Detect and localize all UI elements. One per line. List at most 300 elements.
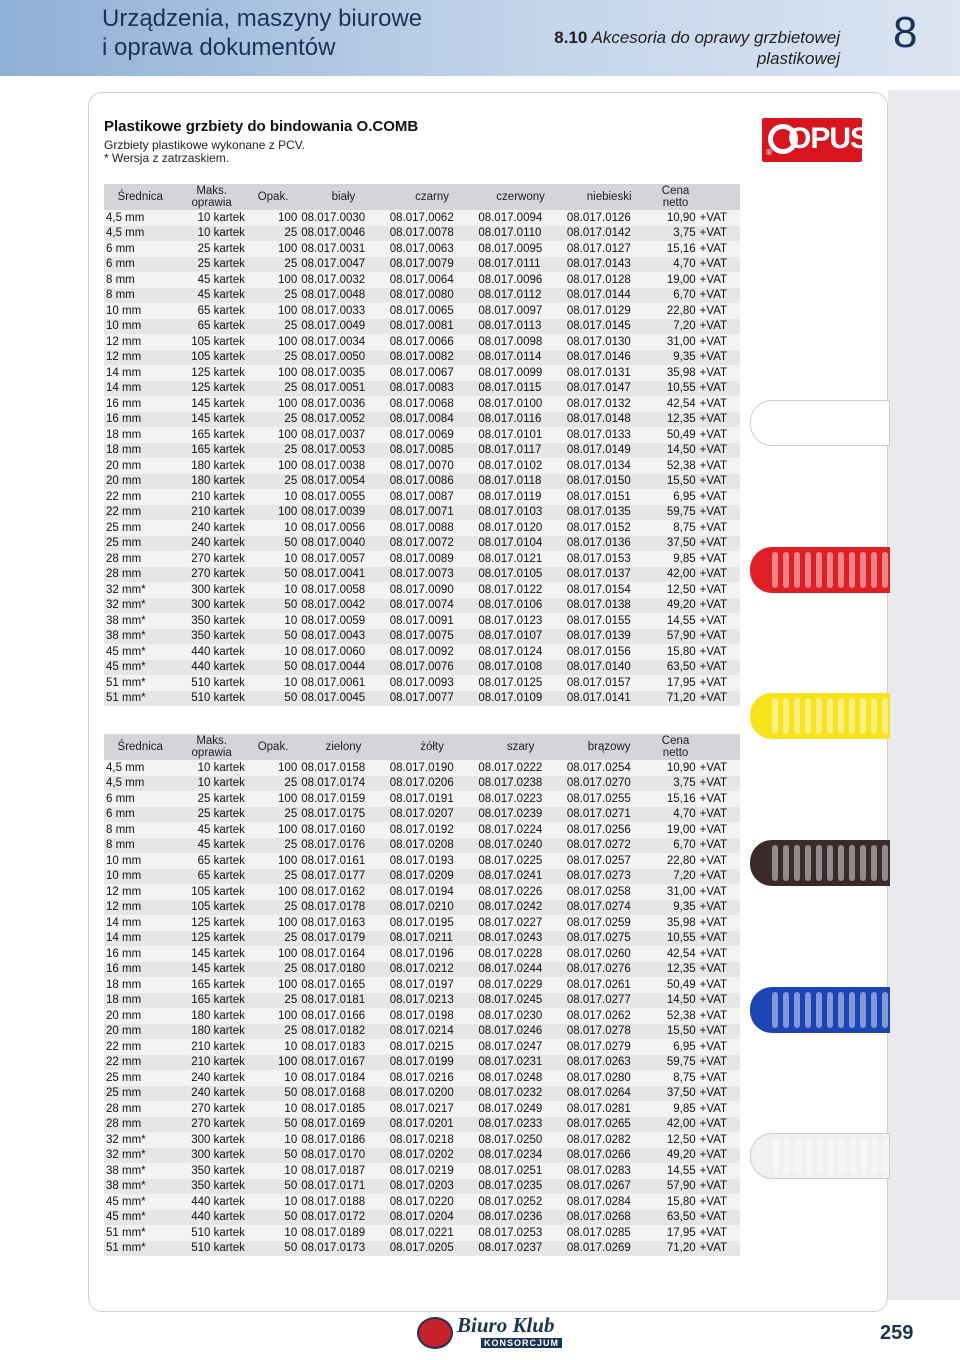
code-cell-1: 08.017.0168 xyxy=(301,1087,366,1100)
price-cell: 22,80 xyxy=(666,304,696,317)
price-cell: 31,00 xyxy=(666,335,696,348)
max-sheets-cell: 210 kartek xyxy=(191,506,245,519)
code-cell-2: 08.017.0202 xyxy=(389,1149,454,1162)
max-sheets-cell: 125 kartek xyxy=(191,382,245,395)
max-sheets-cell: 45 kartek xyxy=(197,839,245,852)
price-cell: 37,50 xyxy=(666,537,696,550)
max-sheets-cell: 125 kartek xyxy=(191,932,245,945)
diameter-cell: 18 mm xyxy=(106,978,142,991)
code-cell-3: 08.017.0125 xyxy=(478,676,543,689)
pack-cell: 100 xyxy=(278,397,298,410)
table-row xyxy=(104,226,740,242)
vat-cell: +VAT xyxy=(699,521,728,534)
comb-tooth xyxy=(795,1139,801,1175)
table-row xyxy=(104,977,740,993)
table-row xyxy=(104,582,740,598)
code-cell-1: 08.017.0041 xyxy=(301,568,366,581)
diameter-cell: 22 mm xyxy=(106,490,142,503)
comb-tooth xyxy=(827,698,833,734)
col-vat xyxy=(698,734,740,760)
vat-cell: +VAT xyxy=(699,901,728,914)
table-row xyxy=(104,1117,740,1133)
price-table-1 xyxy=(104,184,740,706)
vat-cell: +VAT xyxy=(699,382,728,395)
code-cell-2: 08.017.0199 xyxy=(389,1056,454,1069)
code-cell-2: 08.017.0082 xyxy=(389,351,454,364)
diameter-cell: 38 mm* xyxy=(106,614,146,627)
table-row xyxy=(104,1086,740,1102)
table-row xyxy=(104,1008,740,1024)
col-diameter: Średnica xyxy=(117,741,163,753)
price-cell: 9,85 xyxy=(673,552,696,565)
code-cell-3: 08.017.0235 xyxy=(478,1180,543,1193)
code-cell-4: 08.017.0137 xyxy=(566,568,631,581)
table-row xyxy=(104,1039,740,1055)
max-sheets-cell: 10 kartek xyxy=(197,227,245,240)
vat-cell: +VAT xyxy=(699,854,728,867)
code-cell-1: 08.017.0058 xyxy=(301,583,366,596)
section-title-line2: plastikowej xyxy=(756,49,840,68)
code-cell-4: 08.017.0141 xyxy=(566,692,631,705)
pack-cell: 10 xyxy=(284,645,298,658)
code-cell-4: 08.017.0269 xyxy=(566,1242,631,1255)
diameter-cell: 32 mm* xyxy=(106,1149,146,1162)
code-cell-2: 08.017.0068 xyxy=(389,397,454,410)
vat-cell: +VAT xyxy=(699,885,728,898)
pack-cell: 100 xyxy=(278,506,298,519)
diameter-cell: 12 mm xyxy=(106,351,142,364)
vat-cell: +VAT xyxy=(699,761,728,774)
price-cell: 52,38 xyxy=(666,459,696,472)
table-row xyxy=(104,776,740,792)
diameter-cell: 45 mm* xyxy=(106,1211,146,1224)
max-sheets-cell: 105 kartek xyxy=(191,351,245,364)
pack-cell: 10 xyxy=(284,552,298,565)
price-cell: 15,80 xyxy=(666,1195,696,1208)
code-cell-4: 08.017.0145 xyxy=(566,320,631,333)
comb-tooth xyxy=(838,698,844,734)
pack-cell: 50 xyxy=(284,692,298,705)
code-cell-1: 08.017.0060 xyxy=(301,645,366,658)
code-cell-2: 08.017.0085 xyxy=(389,444,454,457)
product-desc-line1: Grzbiety plastikowe wykonane z PCV. xyxy=(104,138,305,152)
code-cell-2: 08.017.0093 xyxy=(389,676,454,689)
diameter-cell: 14 mm xyxy=(106,916,142,929)
comb-tooth xyxy=(871,992,877,1028)
code-cell-4: 08.017.0285 xyxy=(566,1226,631,1239)
price-cell: 15,16 xyxy=(666,792,696,805)
code-cell-4: 08.017.0131 xyxy=(566,366,631,379)
code-cell-3: 08.017.0233 xyxy=(478,1118,543,1131)
col-color-2: czarny xyxy=(415,191,449,203)
table-row xyxy=(104,760,740,776)
pack-cell: 100 xyxy=(278,947,298,960)
code-cell-3: 08.017.0094 xyxy=(478,211,543,224)
max-sheets-cell: 510 kartek xyxy=(191,1242,245,1255)
table-row xyxy=(104,931,740,947)
max-sheets-cell: 165 kartek xyxy=(191,444,245,457)
table-row xyxy=(104,334,740,350)
code-cell-2: 08.017.0200 xyxy=(389,1087,454,1100)
product-title: Plastikowe grzbiety do bindowania O.COMB xyxy=(104,118,419,135)
vat-cell: +VAT xyxy=(699,1133,728,1146)
code-cell-3: 08.017.0119 xyxy=(478,490,542,503)
code-cell-2: 08.017.0206 xyxy=(389,777,454,790)
col-color-4: brązowy xyxy=(587,741,631,753)
code-cell-3: 08.017.0099 xyxy=(478,366,543,379)
vat-cell: +VAT xyxy=(699,1118,728,1131)
code-cell-2: 08.017.0077 xyxy=(389,692,454,705)
code-cell-3: 08.017.0244 xyxy=(478,963,543,976)
price-cell: 42,00 xyxy=(666,1118,696,1131)
code-cell-3: 08.017.0251 xyxy=(478,1164,543,1177)
price-cell: 19,00 xyxy=(666,273,696,286)
comb-tooth xyxy=(849,845,855,881)
table-row xyxy=(104,1070,740,1086)
price-cell: 15,80 xyxy=(666,645,696,658)
table-row xyxy=(104,1241,740,1257)
pack-cell: 25 xyxy=(284,901,298,914)
table-row xyxy=(104,241,740,257)
comb-sample xyxy=(750,693,890,739)
vat-cell: +VAT xyxy=(699,506,728,519)
max-sheets-cell: 25 kartek xyxy=(197,258,245,271)
comb-tooth xyxy=(828,1139,834,1175)
price-cell: 15,16 xyxy=(666,242,696,255)
vat-cell: +VAT xyxy=(699,932,728,945)
diameter-cell: 16 mm xyxy=(106,413,142,426)
diameter-cell: 20 mm xyxy=(106,475,142,488)
table-row xyxy=(104,272,740,288)
code-cell-3: 08.017.0110 xyxy=(478,227,542,240)
code-cell-2: 08.017.0079 xyxy=(389,258,454,271)
vat-cell: +VAT xyxy=(699,537,728,550)
pack-cell: 50 xyxy=(284,537,298,550)
vat-cell: +VAT xyxy=(699,1025,728,1038)
price-cell: 22,80 xyxy=(666,854,696,867)
code-cell-2: 08.017.0090 xyxy=(389,583,454,596)
comb-tooth xyxy=(860,845,866,881)
max-sheets-cell: 300 kartek xyxy=(191,599,245,612)
comb-tooth xyxy=(806,1139,812,1175)
price-cell: 12,50 xyxy=(666,1133,696,1146)
brand-name: OPUS xyxy=(788,122,870,155)
code-cell-2: 08.017.0070 xyxy=(389,459,454,472)
max-sheets-cell: 65 kartek xyxy=(197,320,245,333)
comb-tooth xyxy=(882,698,888,734)
max-sheets-cell: 105 kartek xyxy=(191,885,245,898)
comb-tooth xyxy=(838,845,844,881)
comb-tooth xyxy=(795,406,801,442)
code-cell-2: 08.017.0195 xyxy=(389,916,454,929)
comb-tooth xyxy=(871,552,877,588)
pack-cell: 25 xyxy=(284,963,298,976)
table-row xyxy=(104,869,740,885)
vat-cell: +VAT xyxy=(699,273,728,286)
code-cell-1: 08.017.0169 xyxy=(301,1118,366,1131)
pack-cell: 100 xyxy=(278,761,298,774)
max-sheets-cell: 300 kartek xyxy=(191,1133,245,1146)
code-cell-3: 08.017.0226 xyxy=(478,885,543,898)
max-sheets-cell: 145 kartek xyxy=(191,397,245,410)
diameter-cell: 45 mm* xyxy=(106,645,146,658)
code-cell-4: 08.017.0268 xyxy=(566,1211,631,1224)
comb-sample xyxy=(750,987,890,1033)
vat-cell: +VAT xyxy=(699,289,728,302)
code-cell-2: 08.017.0205 xyxy=(389,1242,454,1255)
code-cell-3: 08.017.0102 xyxy=(478,459,543,472)
diameter-cell: 18 mm xyxy=(106,994,142,1007)
comb-tooth xyxy=(783,552,789,588)
price-cell: 35,98 xyxy=(666,916,696,929)
code-cell-1: 08.017.0039 xyxy=(301,506,366,519)
code-cell-3: 08.017.0223 xyxy=(478,792,543,805)
table-row xyxy=(104,1024,740,1040)
pack-cell: 100 xyxy=(278,366,298,379)
price-cell: 17,95 xyxy=(666,676,696,689)
code-cell-4: 08.017.0144 xyxy=(566,289,631,302)
diameter-cell: 16 mm xyxy=(106,947,142,960)
pack-cell: 25 xyxy=(284,351,298,364)
vat-cell: +VAT xyxy=(699,870,728,883)
code-cell-3: 08.017.0095 xyxy=(478,242,543,255)
max-sheets-cell: 270 kartek xyxy=(191,1118,245,1131)
price-cell: 14,55 xyxy=(666,614,696,627)
code-cell-2: 08.017.0191 xyxy=(389,792,454,805)
code-cell-2: 08.017.0214 xyxy=(389,1025,454,1038)
code-cell-1: 08.017.0158 xyxy=(301,761,366,774)
diameter-cell: 10 mm xyxy=(106,854,142,867)
code-cell-4: 08.017.0140 xyxy=(566,661,631,674)
code-cell-3: 08.017.0238 xyxy=(478,777,543,790)
col-max-sheets: Maks. oprawia xyxy=(191,185,232,209)
pack-cell: 10 xyxy=(284,490,298,503)
vat-cell: +VAT xyxy=(699,552,728,565)
vat-cell: +VAT xyxy=(699,242,728,255)
price-cell: 14,50 xyxy=(666,994,696,1007)
comb-tooth xyxy=(827,992,833,1028)
comb-tooth xyxy=(805,552,811,588)
max-sheets-cell: 145 kartek xyxy=(191,963,245,976)
diameter-cell: 10 mm xyxy=(106,320,142,333)
code-cell-4: 08.017.0133 xyxy=(566,428,631,441)
vat-cell: +VAT xyxy=(699,692,728,705)
code-cell-2: 08.017.0073 xyxy=(389,568,454,581)
vat-cell: +VAT xyxy=(699,335,728,348)
comb-tooth xyxy=(882,992,888,1028)
pack-cell: 100 xyxy=(278,459,298,472)
diameter-cell: 38 mm* xyxy=(106,1164,146,1177)
price-cell: 10,55 xyxy=(666,382,696,395)
code-cell-2: 08.017.0084 xyxy=(389,413,454,426)
code-cell-3: 08.017.0236 xyxy=(478,1211,543,1224)
table-row xyxy=(104,365,740,381)
diameter-cell: 25 mm xyxy=(106,537,142,550)
pack-cell: 25 xyxy=(284,258,298,271)
code-cell-4: 08.017.0277 xyxy=(566,994,631,1007)
diameter-cell: 51 mm* xyxy=(106,692,146,705)
code-cell-2: 08.017.0203 xyxy=(389,1180,454,1193)
max-sheets-cell: 145 kartek xyxy=(191,413,245,426)
comb-tooth xyxy=(849,552,855,588)
code-cell-3: 08.017.0103 xyxy=(478,506,543,519)
diameter-cell: 8 mm xyxy=(106,839,135,852)
table-header-row xyxy=(104,184,740,210)
pack-cell: 50 xyxy=(284,568,298,581)
comb-tooth xyxy=(839,1139,845,1175)
code-cell-3: 08.017.0104 xyxy=(478,537,543,550)
pack-cell: 100 xyxy=(278,978,298,991)
diameter-cell: 25 mm xyxy=(106,521,142,534)
price-cell: 42,54 xyxy=(666,397,696,410)
vat-cell: +VAT xyxy=(699,1164,728,1177)
code-cell-3: 08.017.0097 xyxy=(478,304,543,317)
code-cell-1: 08.017.0054 xyxy=(301,475,366,488)
pack-cell: 25 xyxy=(284,382,298,395)
comb-tooth xyxy=(871,845,877,881)
diameter-cell: 45 mm* xyxy=(106,661,146,674)
code-cell-4: 08.017.0148 xyxy=(566,413,631,426)
max-sheets-cell: 10 kartek xyxy=(197,777,245,790)
pack-cell: 10 xyxy=(284,1102,298,1115)
price-cell: 17,95 xyxy=(666,1226,696,1239)
vat-cell: +VAT xyxy=(699,808,728,821)
code-cell-4: 08.017.0151 xyxy=(566,490,631,503)
max-sheets-cell: 350 kartek xyxy=(191,1180,245,1193)
diameter-cell: 28 mm xyxy=(106,1118,142,1131)
code-cell-1: 08.017.0180 xyxy=(301,963,366,976)
comb-tooth xyxy=(882,552,888,588)
price-cell: 4,70 xyxy=(673,808,696,821)
code-cell-2: 08.017.0204 xyxy=(389,1211,454,1224)
comb-tooth xyxy=(816,552,822,588)
code-cell-1: 08.017.0046 xyxy=(301,227,366,240)
price-cell: 19,00 xyxy=(666,823,696,836)
table-row xyxy=(104,520,740,536)
col-price xyxy=(653,184,697,210)
pack-cell: 100 xyxy=(278,885,298,898)
max-sheets-cell: 270 kartek xyxy=(191,1102,245,1115)
comb-tooth xyxy=(784,1139,790,1175)
code-cell-4: 08.017.0142 xyxy=(566,227,631,240)
table-row xyxy=(104,915,740,931)
diameter-cell: 20 mm xyxy=(106,459,142,472)
price-cell: 50,49 xyxy=(666,428,696,441)
code-cell-4: 08.017.0282 xyxy=(566,1133,631,1146)
max-sheets-cell: 350 kartek xyxy=(191,1164,245,1177)
vat-cell: +VAT xyxy=(699,1226,728,1239)
code-cell-1: 08.017.0163 xyxy=(301,916,366,929)
pack-cell: 10 xyxy=(284,1071,298,1084)
pack-cell: 100 xyxy=(278,1009,298,1022)
code-cell-1: 08.017.0051 xyxy=(301,382,366,395)
vat-cell: +VAT xyxy=(699,947,728,960)
code-cell-4: 08.017.0139 xyxy=(566,630,631,643)
vat-cell: +VAT xyxy=(699,1102,728,1115)
code-cell-2: 08.017.0190 xyxy=(389,761,454,774)
diameter-cell: 51 mm* xyxy=(106,1226,146,1239)
price-cell: 49,20 xyxy=(666,599,696,612)
code-cell-2: 08.017.0201 xyxy=(389,1118,454,1131)
diameter-cell: 10 mm xyxy=(106,870,142,883)
price-cell: 49,20 xyxy=(666,1149,696,1162)
pack-cell: 50 xyxy=(284,661,298,674)
pack-cell: 100 xyxy=(278,854,298,867)
pack-cell: 10 xyxy=(284,583,298,596)
price-cell: 14,50 xyxy=(666,444,696,457)
diameter-cell: 8 mm xyxy=(106,273,135,286)
table-row xyxy=(104,536,740,552)
code-cell-4: 08.017.0138 xyxy=(566,599,631,612)
pack-cell: 100 xyxy=(278,273,298,286)
pack-cell: 100 xyxy=(278,1056,298,1069)
code-cell-1: 08.017.0184 xyxy=(301,1071,366,1084)
col-pack: Opak. xyxy=(257,191,289,203)
vat-cell: +VAT xyxy=(699,839,728,852)
col-max-sheets: Maks. oprawia xyxy=(191,735,232,759)
comb-tooth xyxy=(849,992,855,1028)
pack-cell: 100 xyxy=(278,916,298,929)
code-cell-2: 08.017.0193 xyxy=(389,854,454,867)
table-row xyxy=(104,381,740,397)
diameter-cell: 22 mm xyxy=(106,1056,142,1069)
price-cell: 9,35 xyxy=(673,901,696,914)
code-cell-1: 08.017.0055 xyxy=(301,490,366,503)
max-sheets-cell: 180 kartek xyxy=(191,475,245,488)
vat-cell: +VAT xyxy=(699,823,728,836)
code-cell-2: 08.017.0215 xyxy=(389,1040,454,1053)
table-row xyxy=(104,675,740,691)
vat-cell: +VAT xyxy=(699,1056,728,1069)
vat-cell: +VAT xyxy=(699,645,728,658)
code-cell-1: 08.017.0031 xyxy=(301,242,366,255)
col-price xyxy=(653,734,697,760)
table-row xyxy=(104,791,740,807)
max-sheets-cell: 125 kartek xyxy=(191,916,245,929)
max-sheets-cell: 240 kartek xyxy=(191,1071,245,1084)
code-cell-1: 08.017.0179 xyxy=(301,932,366,945)
price-cell: 6,70 xyxy=(673,839,696,852)
code-cell-1: 08.017.0173 xyxy=(301,1242,366,1255)
pack-cell: 50 xyxy=(284,630,298,643)
max-sheets-cell: 45 kartek xyxy=(197,273,245,286)
comb-tooth xyxy=(794,992,800,1028)
vat-cell: +VAT xyxy=(699,792,728,805)
comb-tooth xyxy=(872,1139,878,1175)
price-cell: 10,90 xyxy=(666,761,696,774)
code-cell-2: 08.017.0086 xyxy=(389,475,454,488)
price-cell: 42,00 xyxy=(666,568,696,581)
price-label-b: netto xyxy=(662,197,689,209)
code-cell-2: 08.017.0065 xyxy=(389,304,454,317)
vat-cell: +VAT xyxy=(699,1149,728,1162)
max-sheets-cell: 25 kartek xyxy=(197,808,245,821)
vat-cell: +VAT xyxy=(699,978,728,991)
category-title-line1: Urządzenia, maszyny biurowe xyxy=(102,5,423,32)
pack-cell: 50 xyxy=(284,1242,298,1255)
comb-tooth xyxy=(772,552,778,588)
code-cell-1: 08.017.0182 xyxy=(301,1025,366,1038)
max-sheets-cell: 165 kartek xyxy=(191,978,245,991)
price-cell: 6,70 xyxy=(673,289,696,302)
price-cell: 9,85 xyxy=(673,1102,696,1115)
code-cell-3: 08.017.0124 xyxy=(478,645,543,658)
col-color-2: żółty xyxy=(420,741,444,753)
vat-cell: +VAT xyxy=(699,428,728,441)
table-row xyxy=(104,396,740,412)
price-label-a: Cena xyxy=(661,185,690,197)
chapter-number: 8 xyxy=(893,8,918,57)
